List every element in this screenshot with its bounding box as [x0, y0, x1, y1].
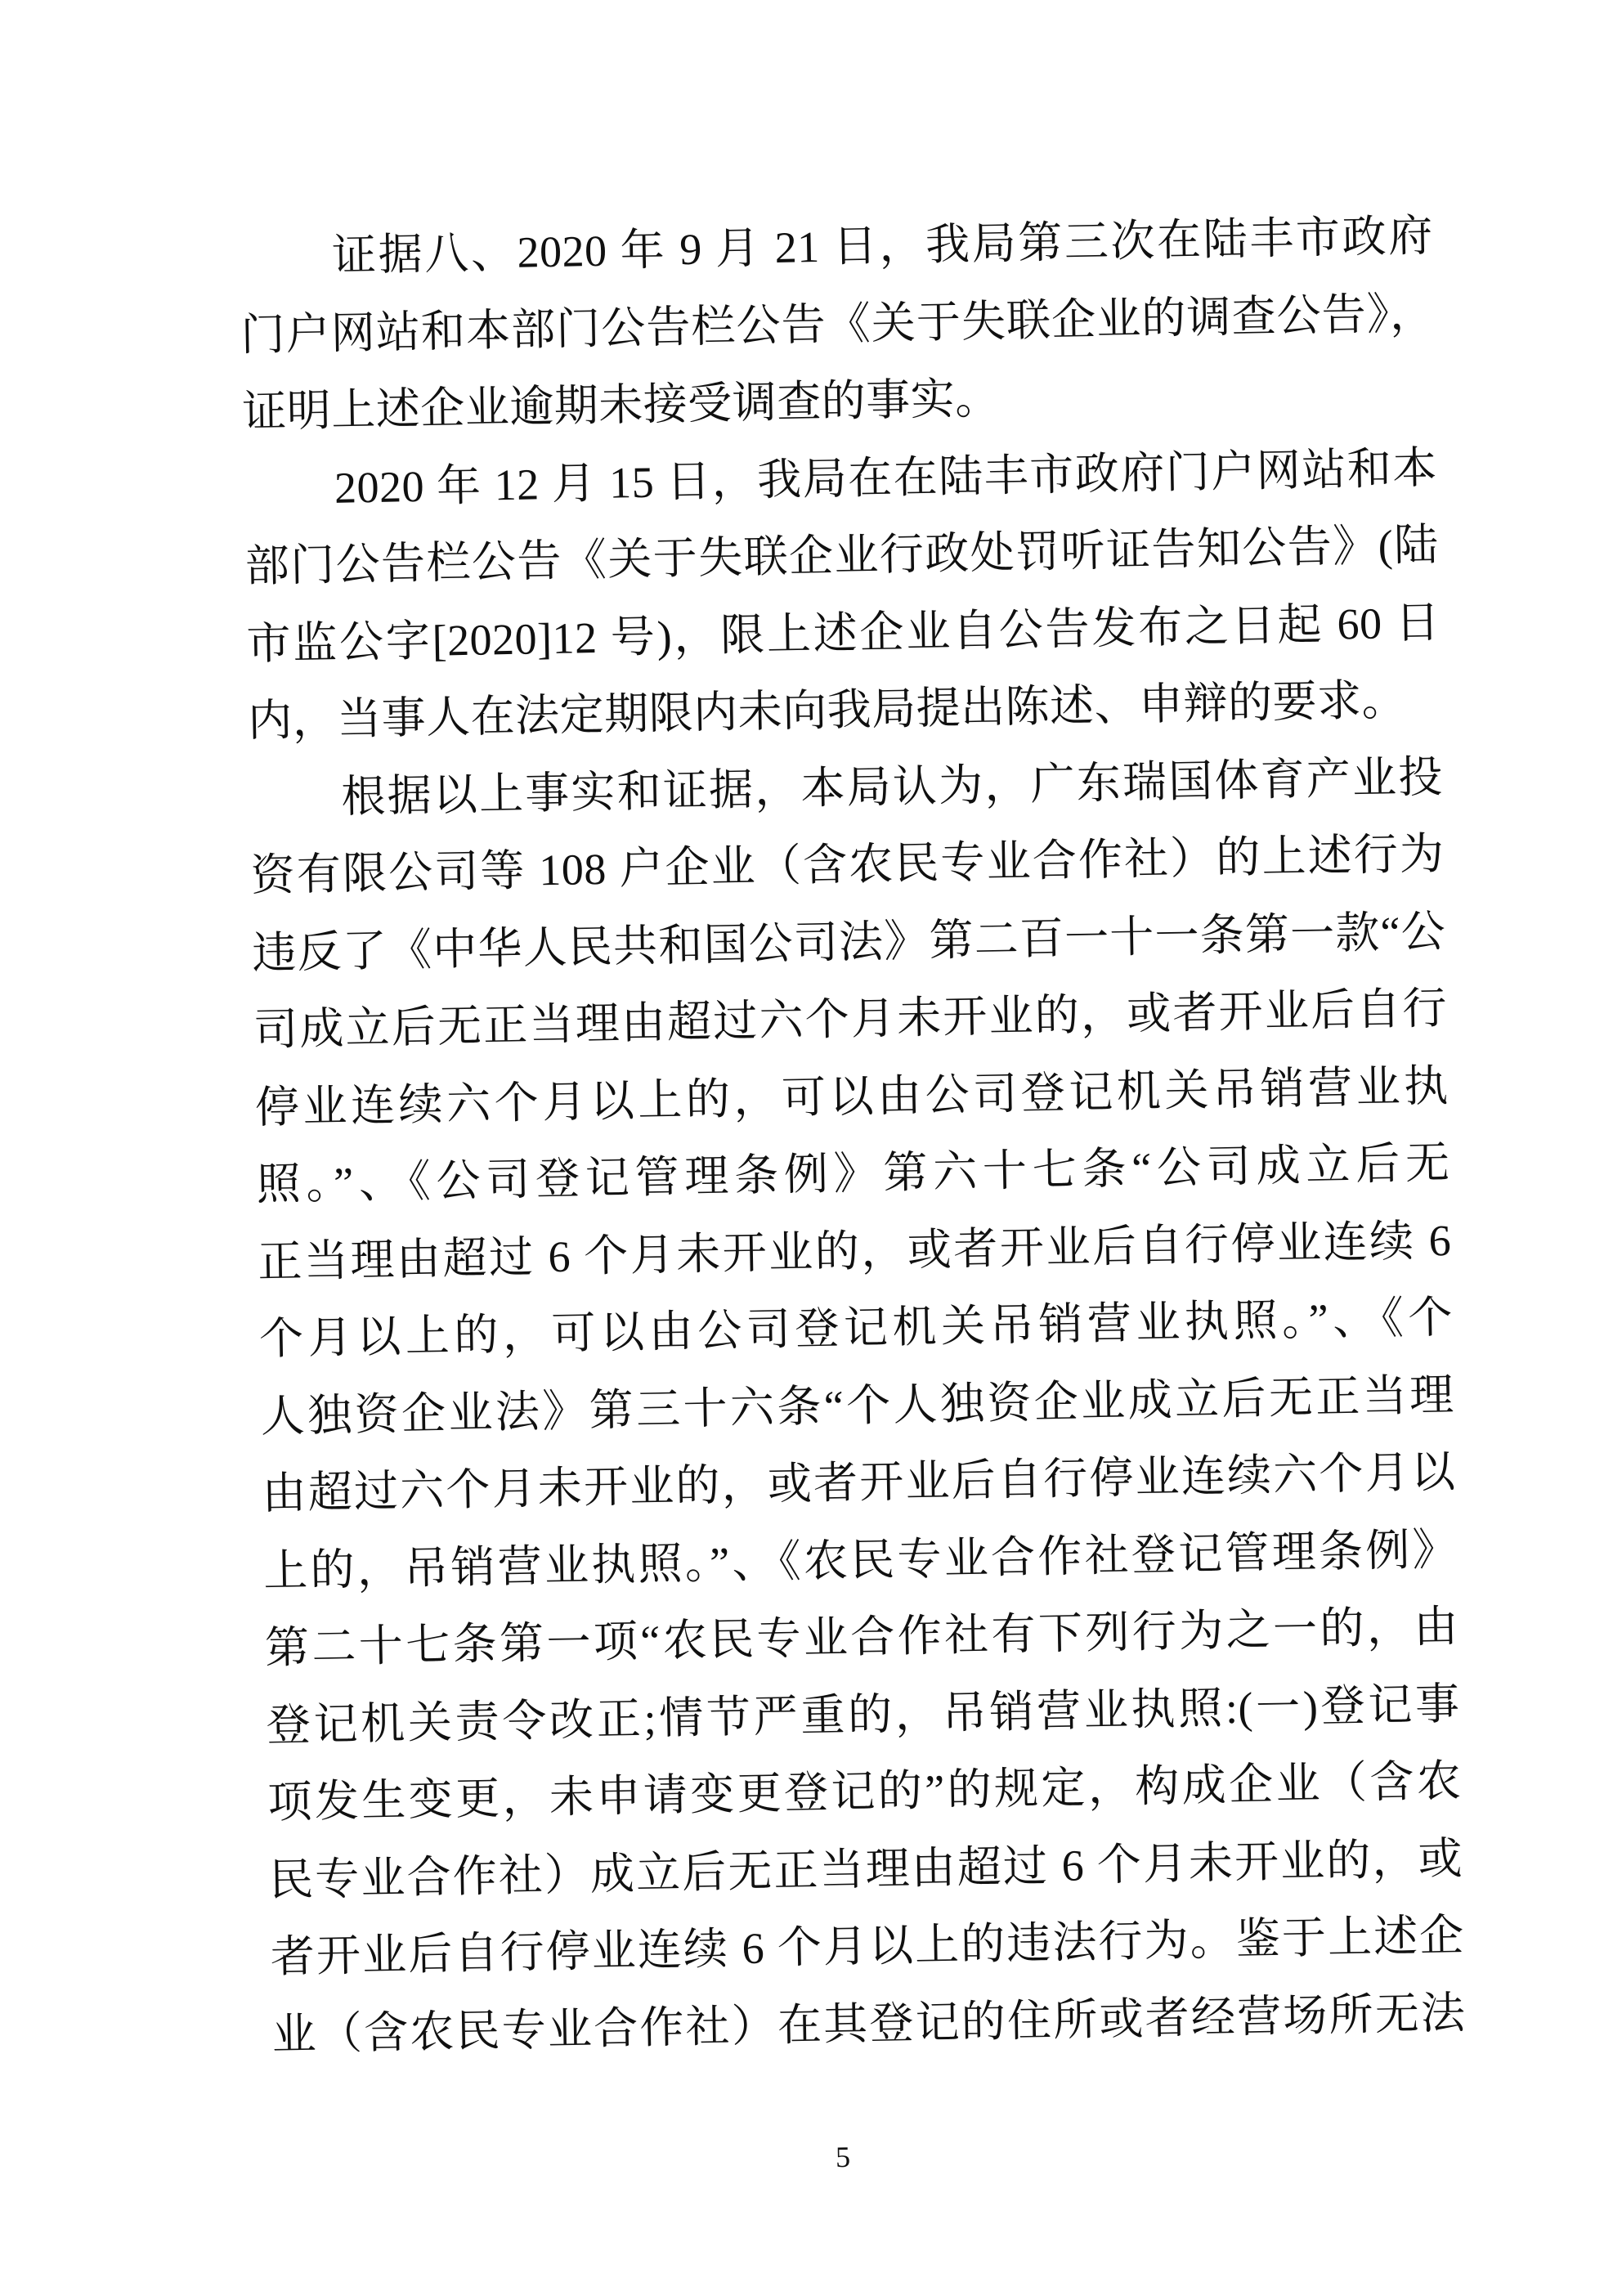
text-line: 第二十七条第一项“农民专业合作社有下列行为之一的，由 [264, 1601, 1459, 1673]
text-line: 证据八、2020 年 9 月 21 日，我局第三次在陆丰市政府 [239, 211, 1434, 282]
text-line: 门户网站和本部门公告栏公告《关于失联企业的调查公告》， [240, 288, 1435, 360]
text-line: 根据以上事实和证据，本局认为，广东瑞国体育产业投 [249, 751, 1444, 823]
text-line: 资有限公司等 108 户企业（含农民专业合作社）的上述行为 [250, 829, 1445, 900]
text-line: 内，当事人在法定期限内未向我局提出陈述、申辩的要求。 [247, 675, 1407, 746]
text-line: 个月以上的，可以由公司登记机关吊销营业执照。”、《个 [258, 1293, 1454, 1364]
text-line: 正当理由超过 6 个月未开业的，或者开业后自行停业连续 6 [257, 1215, 1452, 1287]
text-line: 证明上述企业逾期未接受调查的事实。 [241, 373, 1001, 437]
text-line: 市监公字[2020]12 号)，限上述企业自公告发布之日起 60 日 [245, 597, 1441, 669]
text-line: 部门公告栏公告《关于失联企业行政处罚听证告知公告》(陆 [244, 520, 1440, 591]
text-line: 照。”、《公司登记管理条例》第六十七条“公司成立后无 [256, 1138, 1450, 1209]
page-number: 5 [835, 2140, 851, 2174]
text-line: 上的，吊销营业执照。”、《农民专业合作社登记管理条例》 [262, 1524, 1458, 1596]
text-line: 2020 年 12 月 15 日，我局在在陆丰市政府门户网站和本 [243, 442, 1438, 514]
text-line: 由超过六个月未开业的，或者开业后自行停业连续六个月以 [262, 1446, 1456, 1518]
text-line: 违反了《中华人民共和国公司法》第二百一十一条第一款“公 [251, 906, 1446, 978]
text-line: 司成立后无正当理由超过六个月未开业的，或者开业后自行 [253, 984, 1448, 1055]
text-line: 停业连续六个月以上的，可以由公司登记机关吊销营业执 [254, 1061, 1449, 1132]
text-line: 民专业合作社）成立后无正当理由超过 6 个月未开业的，或 [268, 1833, 1463, 1905]
text-line: 业（含农民专业合作社）在其登记的住所或者经营场所无法 [271, 1988, 1466, 2060]
text-line: 项发生变更，未申请变更登记的”的规定，构成企业（含农 [267, 1756, 1462, 1827]
body-text [239, 197, 1466, 2073]
text-line: 者开业后自行停业连续 6 个月以上的违法行为。鉴于上述企 [270, 1910, 1465, 1982]
text-line: 登记机关责令改正;情节严重的，吊销营业执照:(一)登记事 [266, 1679, 1461, 1751]
text-line: 人独资企业法》第三十六条“个人独资企业成立后无正当理 [260, 1370, 1455, 1442]
